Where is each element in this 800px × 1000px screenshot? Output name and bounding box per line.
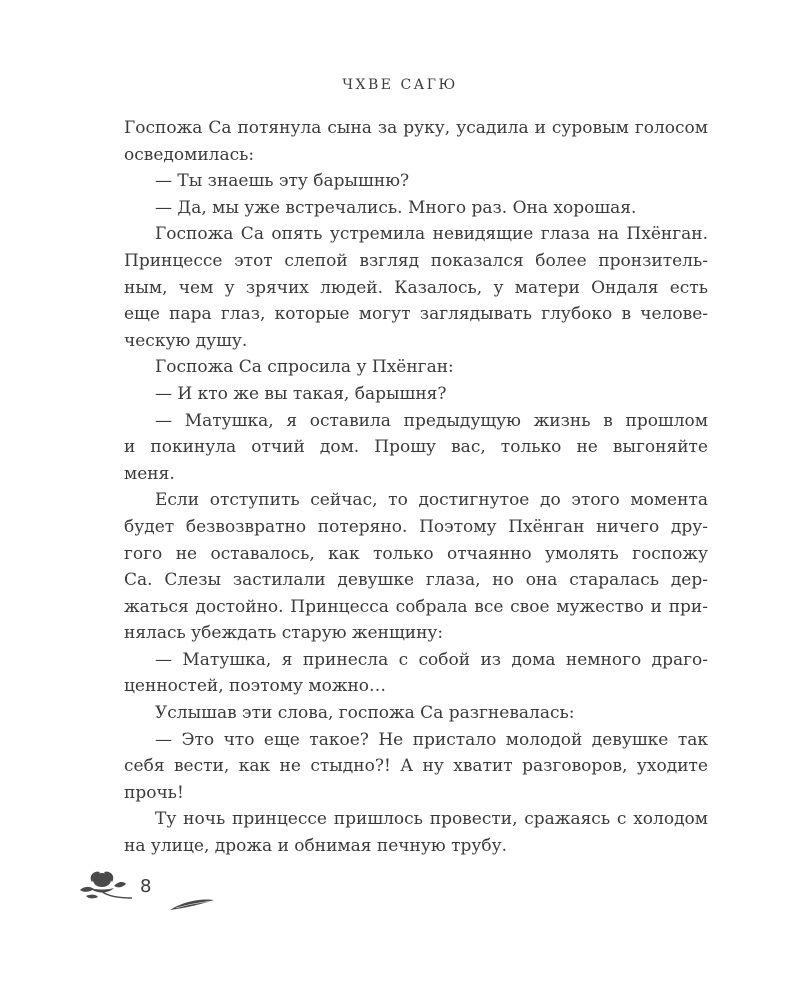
text-line: Услышав эти слова, госпожа Са разгневалась: (155, 703, 575, 724)
text-line: — Ты знаешь эту барышню? (155, 171, 410, 192)
text-line: Ту ночь принцессе пришлось провести, сражаясь с холодом (155, 809, 708, 830)
text-line: Госпожа Са потянула сына за руку, усадила и суровым голосом (124, 118, 708, 138)
page-number: 8 (140, 876, 152, 897)
text-line: гого не оставалось, как только отчаянно умолять госпожу (124, 543, 708, 564)
text-line: ным, чем у зрячих людей. Казалось, у матери Ондаля есть (124, 277, 708, 298)
text-line: — И кто же вы такая, барышня? (155, 383, 447, 404)
text-line: Принцессе этот слепой взгляд показался более пронзитель- (124, 250, 708, 271)
text-line: ческую душу. (124, 330, 248, 351)
text-line: себя вести, как не стыдно?! А ну хватит разговоров, уходите (124, 756, 708, 777)
text-line: еще пара глаз, которые могут заглядывать глубоко в челове- (124, 304, 708, 325)
text-line: будет безвозвратно потеряно. Поэтому Пхёнган ничего дру- (124, 516, 708, 537)
running-head-title: ЧХВЕ САГЮ (342, 77, 458, 93)
body-text (124, 115, 708, 860)
text-line: и покинула отчий дом. Прошу вас, только не выгоняйте (124, 437, 708, 458)
text-line: ценностей, поэтому можно… (124, 676, 387, 697)
flower-ornament-icon (78, 866, 228, 916)
text-line: — Матушка, я принесла с собой из дома немного драго- (155, 649, 708, 670)
text-line: — Матушка, я оставила предыдущую жизнь в прошлом (155, 410, 708, 431)
text-line: Госпожа Са опять устремила невидящие глаза на Пхёнган. (155, 224, 708, 245)
text-line: Госпожа Са спросила у Пхёнган: (155, 357, 454, 378)
text-line: — Да, мы уже встречались. Много раз. Она хорошая. (155, 197, 637, 218)
text-line: меня. (124, 463, 175, 484)
text-line: нялась убеждать старую женщину: (124, 623, 444, 644)
text-line: прочь! (124, 782, 184, 803)
text-line: Если отступить сейчас, то достигнутое до этого момента (155, 490, 708, 511)
text-line: жаться достойно. Принцесса собрала все свое мужество и при- (124, 596, 708, 617)
text-line: на улице, дрожа и обнимая печную трубу. (124, 836, 508, 857)
text-line: Са. Слезы застилали девушке глаза, но она старалась дер- (124, 570, 708, 591)
text-line: — Это что еще такое? Не пристало молодой девушке так (155, 729, 708, 750)
text-line: осведомилась: (124, 144, 255, 165)
